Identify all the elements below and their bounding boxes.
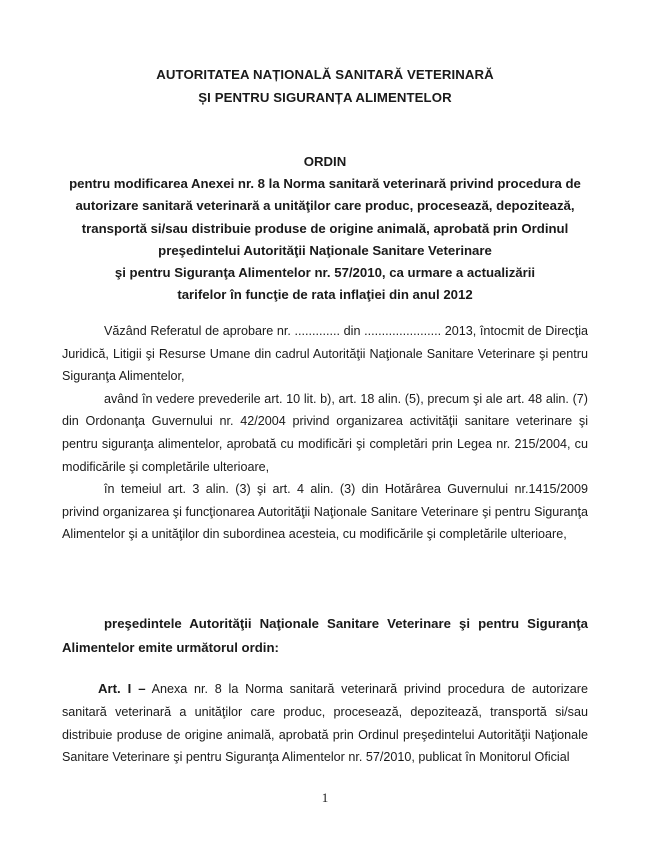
order-subtitle-line: preşedintelui Autorităţii Naţionale Sanitare Veterinare — [158, 242, 492, 258]
order-title: ORDIN — [303, 154, 347, 169]
preamble-paragraph-legal-basis: având în vedere prevederile art. 10 lit. b), art. 18 alin. (5), precum şi ale art. 48 alin. (7) din Ordonanţa Guvernului nr. 42/2004 privind organizarea activităţii sanitare veterinare şi pentru siguranţa alimentelor, aprobată cu modificări şi completări prin Legea nr. 215/2004, cu modificările şi completările ulterioare, — [62, 391, 588, 474]
authority-header — [0, 63, 650, 109]
article-1-text: Anexa nr. 8 la Norma sanitară veterinară privind procedura de autorizare sanitară veterinară a unităţilor care produc, procesează, depozitează, transportă si/sau distribuie produse de origine animală, aprobată prin Ordinul preşedintelui Autorităţii Naţionale Sanitare Veterinare şi pentru Siguranţa Alimentelor nr. 57/2010, publicat în Monitorul Oficial — [62, 682, 588, 765]
order-subtitle-line: pentru modificarea Anexei nr. 8 la Norma sanitară veterinară privind procedura de — [69, 176, 581, 192]
order-heading — [40, 151, 610, 306]
order-subtitle-line: transportă si/sau distribuie produse de origine animală, aprobată prin Ordinul — [81, 220, 569, 236]
authority-name-line2: ȘI PENTRU SIGURANȚA ALIMENTELOR — [198, 90, 452, 105]
preamble-paragraph-authority: în temeiul art. 3 alin. (3) şi art. 4 alin. (3) din Hotărârea Guvernului nr.1415/2009 privind organizarea şi funcţionarea Autorităţii Naţionale Sanitare Veterinare şi pentru Siguranţa Alimentelor şi a unităţilor din subordinea acesteia, cu modificările şi completările ulterioare, — [62, 482, 588, 542]
preamble — [62, 320, 588, 546]
article-1-paragraph — [62, 678, 588, 769]
order-subtitle-line: tarifelor în funcţie de rata inflaţiei din anul 2012 — [177, 287, 473, 303]
authority-name-line1: AUTORITATEA NAȚIONALĂ SANITARĂ VETERINARĂ — [156, 67, 494, 82]
order-subtitle-line: autorizare sanitară veterinară a unităţilor care produc, procesează, depozitează, — [75, 198, 575, 214]
article-1-label: Art. I – — [98, 681, 146, 696]
page-number: 1 — [321, 790, 329, 805]
order-subtitle-line: şi pentru Siguranţa Alimentelor nr. 57/2010, ca urmare a actualizării — [114, 265, 536, 281]
preamble-paragraph-referat: Văzând Referatul de aprobare nr. ............. din ...................... 2013, întocmit de Direcţia Juridică, Litigii şi Resurse Umane din cadrul Autorităţii Naţionale Sanitare Veterinare şi pentru Siguranţa Alimentelor, — [62, 324, 588, 384]
emitter-statement — [62, 612, 588, 660]
emitter-text: preşedintele Autorităţii Naţionale Sanitare Veterinare şi pentru Siguranţa Alimentelor emite următorul ordin: — [62, 616, 588, 655]
article-1 — [62, 678, 588, 769]
